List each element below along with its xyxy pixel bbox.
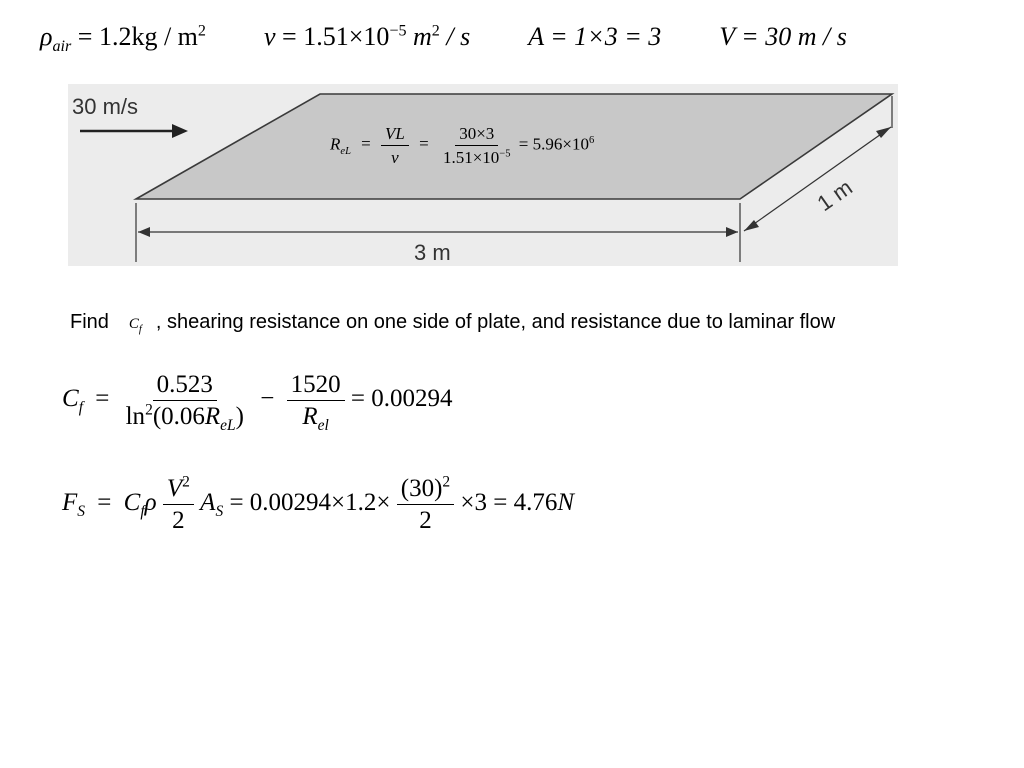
problem-statement: Find $C_f$ , shearing resistance on one side of plate, and resistance due to laminar flow <box>70 311 836 335</box>
friction-coefficient-equation: $C_f$ = $\frac{0.523}{\ln^2(0.06R_{eL})}$ − $\frac{1520}{R_{el}}$ = 0.00294 <box>62 371 453 434</box>
cf-fraction-log: $\frac{0.523}{\ln^2(0.06R_{eL})}$ <box>125 371 244 434</box>
plate-width-label: 1 m <box>812 174 857 217</box>
friction-coefficient-symbol: $C_f$ <box>128 316 142 335</box>
flat-plate-figure <box>68 84 898 266</box>
reynolds-fraction-vl-nu: $\frac{VL}{\nu}$ <box>381 125 409 166</box>
given-parameters <box>40 22 847 56</box>
reynolds-fraction-numeric: $\frac{30\times 3}{1.51\times 10^{-5}}$ <box>442 124 511 167</box>
velocity-squared-fraction: $\frac{(30)^2}{2}$ <box>397 476 454 533</box>
velocity-expression: V = 30 m / s <box>719 22 847 51</box>
plate-length-label: 3 m <box>414 240 451 265</box>
air-density-expression: $\rho_{air} = 1.2kg / m^2$ <box>40 22 206 56</box>
dynamic-pressure-fraction: $\frac{V^2}{2}$ <box>163 476 194 533</box>
flow-arrow-icon <box>80 124 188 138</box>
area-expression: A = 1×3 = 3 <box>528 22 662 51</box>
reynolds-number-equation: $R_{eL}$ = $\frac{VL}{\nu}$ = $\frac{30\times 3}{1.51\times 10^{-5}}$ = $5.96\times 10^6$ <box>330 124 595 167</box>
shear-force-equation: $F_S = C_f\rho$ $\frac{V^2}{2}$ $A_S = 0.00294\times 1.2\times$ $\frac{(30)^2}{2}$ ×3 = 4.76N <box>62 473 575 534</box>
flow-speed-label: 30 m/s <box>72 94 139 119</box>
kinematic-viscosity-expression: $\nu = 1.51\times 10^{-5}$ $m^2$ / s <box>263 22 471 51</box>
cf-fraction-correction: $\frac{1520}{R_{el}}$ <box>287 372 345 429</box>
